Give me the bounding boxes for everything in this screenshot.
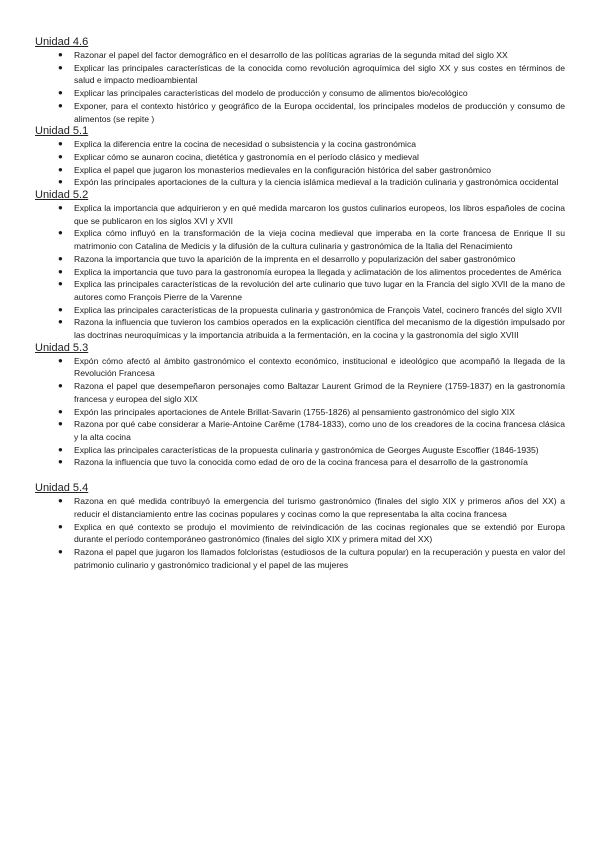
list-item: ● Explicar las principales características de la conocida como revolución agroquímica del siglo XX y sus costes en términos de salud e impacto medioambiental	[58, 62, 565, 86]
bullet-list	[35, 355, 565, 469]
bullet-list	[35, 202, 565, 342]
section-unidad-5-2	[35, 189, 565, 342]
list-item: ● Explica las principales características de la propuesta culinaria y gastronómica de Georges Auguste Escoffier (1846-1935)	[58, 444, 539, 455]
bullet-icon: ●	[58, 457, 63, 467]
bullet-icon: ●	[58, 419, 63, 429]
list-item: ● Explica la diferencia entre la cocina de necesidad o subsistencia y la cocina gastronómica	[58, 139, 417, 150]
bullet-icon: ●	[58, 100, 63, 110]
bullet-icon: ●	[58, 151, 63, 161]
list-item: ● Exponer, para el contexto histórico y geográfico de la Europa occidental, los principales modelos de producción y consumo de alimentos (se repite )	[58, 100, 565, 124]
list-item: ● Razonar el papel del factor demográfico en el desarrollo de las políticas agrarias de la segunda mitad del siglo XX	[58, 50, 508, 60]
bullet-icon: ●	[58, 279, 63, 289]
document-page	[35, 36, 565, 571]
bullet-icon: ●	[58, 444, 63, 454]
spacer	[35, 469, 565, 482]
list-item: ● Explica el papel que jugaron los monasterios medievales en la configuración histórica del saber gastronómico	[58, 164, 492, 175]
section-heading: Unidad 5.2	[35, 189, 89, 202]
list-item: ● Explicar las principales características del modelo de producción y consumo de alimentos bio/ecológico	[58, 88, 468, 99]
list-item: ● Razona la influencia que tuvo la conocida como edad de oro de la cocina francesa para el desarrollo de la gastronomía	[58, 457, 528, 468]
bullet-icon: ●	[58, 164, 63, 174]
bullet-list	[35, 49, 565, 125]
list-item: ● Razona en qué medida contribuyó la emergencia del turismo gastronómico (finales del siglo XIX y primeros años del XX) a reducir el distanciamiento entre las cocinas populares y cocinas como la que representaba la alta cocina francesa	[58, 496, 565, 519]
bullet-icon: ●	[58, 139, 63, 149]
bullet-icon: ●	[58, 228, 63, 238]
list-item: ● Explica las principales características de la revolución del arte culinario que tuvo lugar en la Francia del siglo XVII de la mano de autores como François Pierre de la Varenne	[58, 279, 565, 302]
bullet-icon: ●	[58, 304, 63, 314]
list-item: ● Explica cómo influyó en la transformación de la vieja cocina medieval que imperaba en la corte francesa de Enrique II su matrimonio con Catalina de Medicis y la difusión de la cultura culinaria y gastronómica de la Italia del Renacimiento	[58, 228, 565, 252]
bullet-icon: ●	[58, 203, 63, 213]
list-item: ● Explica las principales características de la propuesta culinaria y gastronómica de François Vatel, cocinero francés del siglo XVII	[58, 304, 563, 315]
list-item: ● Expón cómo afectó al ámbito gastronómico el contexto económico, institucional e ideológico que acompañó la llegada de la Revolución Francesa	[58, 355, 565, 379]
section-unidad-5-4	[35, 482, 565, 571]
bullet-icon: ●	[58, 88, 63, 98]
section-unidad-4-6	[35, 36, 565, 125]
list-item: ● Explicar cómo se aunaron cocina, dietética y gastronomía en el período clásico y medieval	[58, 151, 419, 162]
list-item: ● Razona la importancia que tuvo la aparición de la imprenta en el desarrollo y popularización del saber gastronómico	[58, 253, 516, 264]
bullet-list	[35, 138, 565, 189]
bullet-icon: ●	[58, 381, 63, 391]
section-heading: Unidad 5.4	[35, 482, 89, 495]
list-item: ● Explica la importancia que adquirieron y en qué medida marcaron los gustos culinarios europeos, los libros españoles de cocina que se publicaron en los siglos XVI y XVII	[58, 203, 565, 226]
bullet-icon: ●	[58, 355, 63, 365]
list-item: ● Razona por qué cabe considerar a Marie-Antoine Carême (1784-1833), como uno de los creadores de la cocina francesa clásica y la alta cocina	[58, 419, 565, 442]
bullet-icon: ●	[58, 496, 63, 506]
bullet-icon: ●	[58, 177, 63, 187]
list-item: ● Razona la influencia que tuvieron los cambios operados en la explicación científica del mecanismo de la digestión impulsado por las doctrinas neuroquímicas y la importancia atribuida a la fermentación, en la cocina y la gastronomía del siglo XVIII	[58, 317, 565, 341]
bullet-list	[35, 495, 565, 571]
bullet-icon: ●	[58, 406, 63, 416]
bullet-icon: ●	[58, 253, 63, 263]
list-item: ● Explica en qué contexto se produjo el movimiento de reivindicación de las cocinas regionales que se extendió por Europa durante el período contemporáneo gastronómico (finales del siglo XIX y primera mitad del XX)	[58, 521, 565, 545]
list-item: ● Expón las principales aportaciones de la cultura y la ciencia islámica medieval a la tradición culinaria y gastronómica occidental	[58, 177, 559, 188]
bullet-icon: ●	[58, 50, 63, 59]
bullet-icon: ●	[58, 546, 63, 556]
bullet-icon: ●	[58, 62, 63, 72]
list-item: ● Explica la importancia que tuvo para la gastronomía europea la llegada y aclimatación de los alimentos procedentes de América	[58, 266, 562, 277]
bullet-icon: ●	[58, 266, 63, 276]
section-unidad-5-3	[35, 342, 565, 469]
list-item: ● Razona el papel que desempeñaron personajes como Baltazar Laurent Grimod de la Reyniere (1759-1837) en la gastronomía francesa y europea del siglo XIX	[58, 381, 565, 404]
section-heading: Unidad 4.6	[35, 36, 89, 48]
bullet-icon: ●	[58, 521, 63, 531]
section-heading: Unidad 5.1	[35, 125, 89, 138]
section-heading: Unidad 5.3	[35, 341, 89, 354]
section-unidad-5-1	[35, 125, 565, 189]
list-item: ● Razona el papel que jugaron los llamados folcloristas (estudiosos de la cultura popular) en la recuperación y puesta en valor del patrimonio culinario y gastronómico tradicional y el papel de las mujeres	[58, 546, 565, 570]
list-item: ● Expón las principales aportaciones de Antele Brillat-Savarin (1755-1826) al pensamiento gastronómico del siglo XIX	[58, 406, 515, 417]
bullet-icon: ●	[58, 317, 63, 327]
